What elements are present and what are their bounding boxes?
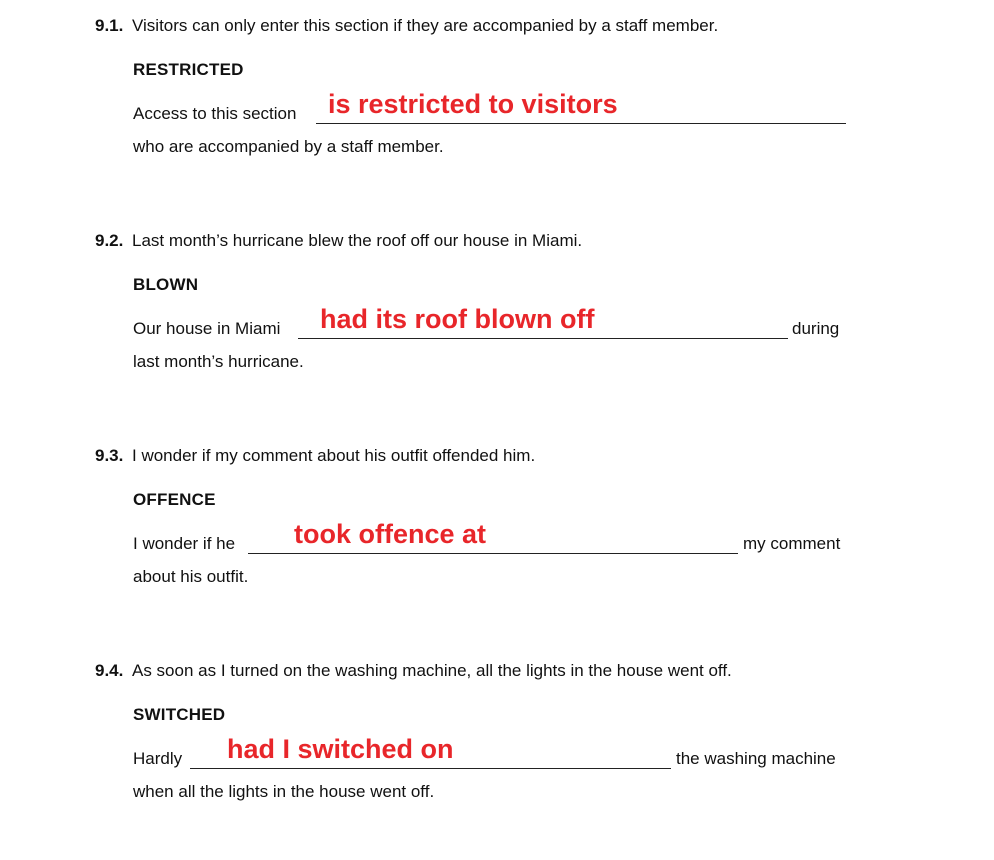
- item-number: 9.1.: [95, 16, 124, 35]
- sentence-text: I wonder if my comment about his outfit offended him.: [132, 446, 536, 465]
- exercise-item-9-1: [0, 15, 994, 215]
- answer-blank[interactable]: [190, 768, 671, 769]
- exercise-item-9-4: [0, 660, 994, 860]
- rewrite-line: [133, 519, 873, 563]
- sentence-text: As soon as I turned on the washing machine, all the lights in the house went off.: [132, 661, 732, 680]
- rewrite-prefix: Access to this section: [133, 104, 297, 123]
- rewrite-line: [133, 304, 873, 348]
- rewrite-line: [133, 734, 873, 778]
- rewrite-continuation: last month’s hurricane.: [133, 352, 304, 371]
- answer-blank[interactable]: [248, 553, 738, 554]
- answer-text: had I switched on: [227, 734, 454, 764]
- item-number: 9.4.: [95, 661, 124, 680]
- key-word: OFFENCE: [133, 490, 216, 509]
- sentence-text: Last month’s hurricane blew the roof off our house in Miami.: [132, 231, 583, 250]
- exercise-item-9-2: [0, 230, 994, 430]
- item-number: 9.3.: [95, 446, 124, 465]
- original-sentence: [95, 15, 718, 37]
- rewrite-continuation: when all the lights in the house went off.: [133, 782, 435, 801]
- rewrite-suffix: the washing machine: [676, 749, 836, 768]
- answer-text: took offence at: [294, 519, 487, 549]
- key-word: SWITCHED: [133, 705, 226, 724]
- rewrite-prefix: Hardly: [133, 749, 183, 768]
- rewrite-prefix: I wonder if he: [133, 534, 236, 553]
- original-sentence: [95, 660, 732, 682]
- original-sentence: [95, 445, 535, 467]
- key-word: RESTRICTED: [133, 60, 244, 79]
- rewrite-suffix: my comment: [743, 534, 841, 553]
- answer-blank[interactable]: [298, 338, 788, 339]
- rewrite-prefix: Our house in Miami: [133, 319, 281, 338]
- rewrite-line: [133, 89, 873, 133]
- answer-blank[interactable]: [316, 123, 846, 124]
- exercise-item-9-3: [0, 445, 994, 645]
- item-number: 9.2.: [95, 231, 124, 250]
- key-word: BLOWN: [133, 275, 199, 294]
- answer-text: had its roof blown off: [320, 304, 595, 334]
- original-sentence: [95, 230, 582, 252]
- rewrite-continuation: about his outfit.: [133, 567, 249, 586]
- rewrite-continuation: who are accompanied by a staff member.: [133, 137, 444, 156]
- answer-text: is restricted to visitors: [328, 89, 618, 119]
- rewrite-suffix: during: [792, 319, 840, 338]
- sentence-text: Visitors can only enter this section if they are accompanied by a staff member.: [132, 16, 719, 35]
